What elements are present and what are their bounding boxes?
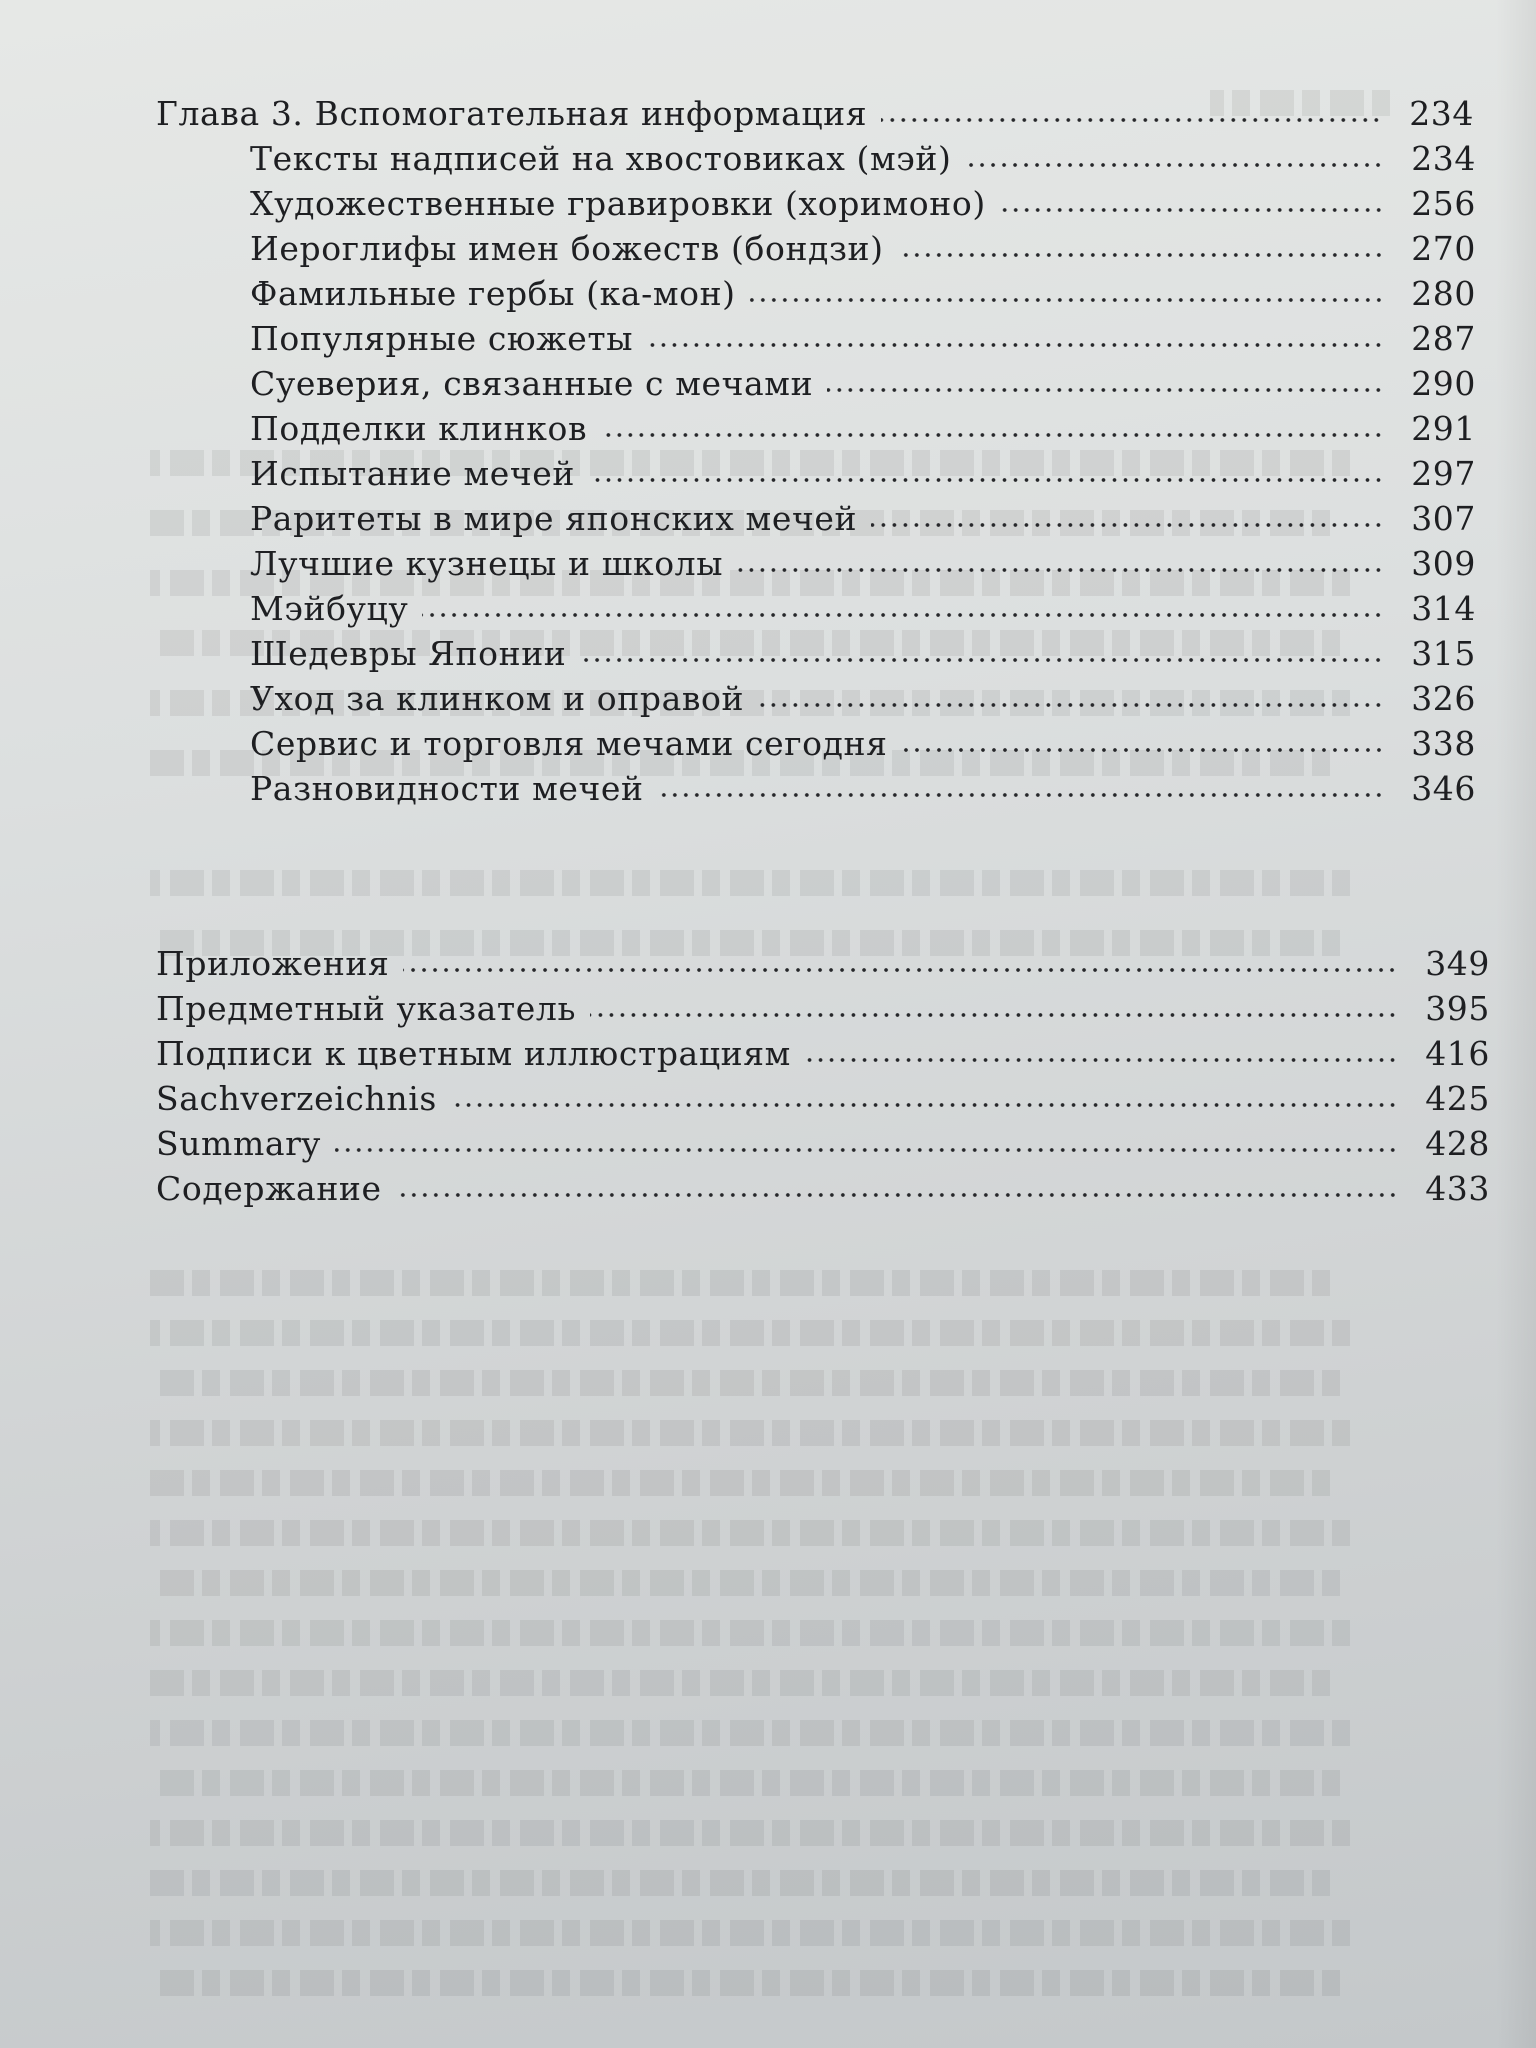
toc-appendix-entry [156, 987, 1490, 1031]
toc-entry-title: Испытание мечей [250, 454, 575, 493]
toc-section [250, 542, 1476, 586]
toc-entry-title: Сервис и торговля мечами сегодня [250, 724, 888, 763]
toc-entry-title: Шедевры Японии [250, 634, 567, 673]
dot-leader [881, 115, 1382, 125]
toc-section [250, 137, 1476, 181]
toc-section [250, 407, 1476, 451]
toc-entry-page: 256 [1411, 184, 1476, 223]
toc-entry-page: 280 [1411, 274, 1476, 313]
dot-leader [902, 745, 1384, 755]
toc-entry-title: Иероглифы имен божеств (бондзи) [250, 229, 884, 268]
toc-entry-title: Sachverzeichnis [156, 1079, 437, 1118]
toc-entry-title: Уход за клинком и оправой [250, 679, 745, 718]
toc-entry-page: 291 [1411, 409, 1476, 448]
toc-entry-title: Фамильные гербы (ка-мон) [250, 274, 736, 313]
toc-entry-title: Подписи к цветным иллюстрациям [156, 1034, 791, 1073]
toc-entry-page: 416 [1425, 1034, 1490, 1073]
toc-entry-page: 287 [1411, 319, 1476, 358]
dot-leader [805, 1055, 1398, 1065]
toc-entry-title: Лучшие кузнецы и школы [250, 544, 724, 583]
toc-appendix-entry [156, 942, 1490, 986]
dot-leader [422, 610, 1384, 620]
toc-section [250, 497, 1476, 541]
toc-entry-page: 428 [1425, 1124, 1490, 1163]
toc-entry-page: 395 [1425, 989, 1490, 1028]
toc-chapter-3 [156, 92, 1474, 136]
dot-leader [871, 520, 1384, 530]
toc-entry-page: 315 [1411, 634, 1476, 673]
toc-entry-title: Раритеты в мире японских мечей [250, 499, 858, 538]
toc-appendix-entry [156, 1032, 1490, 1076]
toc-entry-title: Summary [156, 1124, 321, 1163]
toc-section [250, 632, 1476, 676]
toc-entry-page: 349 [1425, 944, 1490, 983]
toc-section [250, 272, 1476, 316]
toc-section [250, 587, 1476, 631]
toc-appendix-entry [156, 1167, 1490, 1211]
toc-appendix-entry [156, 1122, 1490, 1166]
toc-entry-title: Разновидности мечей [250, 769, 644, 808]
toc-appendix-entry [156, 1077, 1490, 1121]
dot-leader [827, 385, 1384, 395]
toc-entry-page: 270 [1411, 229, 1476, 268]
dot-leader [590, 1010, 1398, 1020]
dot-leader [580, 655, 1384, 665]
toc-section [250, 362, 1476, 406]
dot-leader [335, 1145, 1398, 1155]
dot-leader [589, 475, 1384, 485]
page-edge-shadow [1496, 0, 1536, 2048]
dot-leader [758, 700, 1384, 710]
toc-section [250, 677, 1476, 721]
toc-entry-page: 346 [1411, 769, 1476, 808]
toc-entry-page: 309 [1411, 544, 1476, 583]
toc-entry-page: 338 [1411, 724, 1476, 763]
toc-section [250, 317, 1476, 361]
toc-entry-page: 425 [1425, 1079, 1490, 1118]
toc-entry-title: Подделки клинков [250, 409, 588, 448]
toc-entry-title: Суеверия, связанные с мечами [250, 364, 814, 403]
toc-section [250, 227, 1476, 271]
toc-entry-page: 307 [1411, 499, 1476, 538]
toc-entry-title: Приложения [156, 944, 390, 983]
toc-section [250, 767, 1476, 811]
dot-leader [403, 965, 1398, 975]
dot-leader [601, 430, 1384, 440]
dot-leader [647, 340, 1384, 350]
toc-section [250, 182, 1476, 226]
dot-leader [658, 790, 1384, 800]
toc-entry-title: Художественные гравировки (хоримоно) [250, 184, 986, 223]
toc-entry-title: Содержание [156, 1169, 382, 1208]
toc-entry-title: Предметный указатель [156, 989, 577, 1028]
dot-leader [898, 250, 1384, 260]
toc-entry-title: Мэйбуцу [250, 589, 409, 628]
toc-entry-page: 234 [1411, 139, 1476, 178]
toc-entry-page: 234 [1409, 94, 1474, 133]
toc-section [250, 722, 1476, 766]
dot-leader [451, 1100, 1398, 1110]
dot-leader [1000, 205, 1384, 215]
toc-entry-page: 433 [1425, 1169, 1490, 1208]
toc-section [250, 452, 1476, 496]
dot-leader [737, 565, 1384, 575]
toc-entry-title: Глава 3. Вспомогательная информация [156, 94, 868, 133]
toc-entry-page: 297 [1411, 454, 1476, 493]
dot-leader [396, 1190, 1398, 1200]
toc-entry-page: 290 [1411, 364, 1476, 403]
toc-entry-page: 314 [1411, 589, 1476, 628]
toc-entry-page: 326 [1411, 679, 1476, 718]
toc-entry-title: Тексты надписей на хвостовиках (мэй) [250, 139, 952, 178]
dot-leader [965, 160, 1384, 170]
toc-entry-title: Популярные сюжеты [250, 319, 634, 358]
dot-leader [750, 295, 1384, 305]
